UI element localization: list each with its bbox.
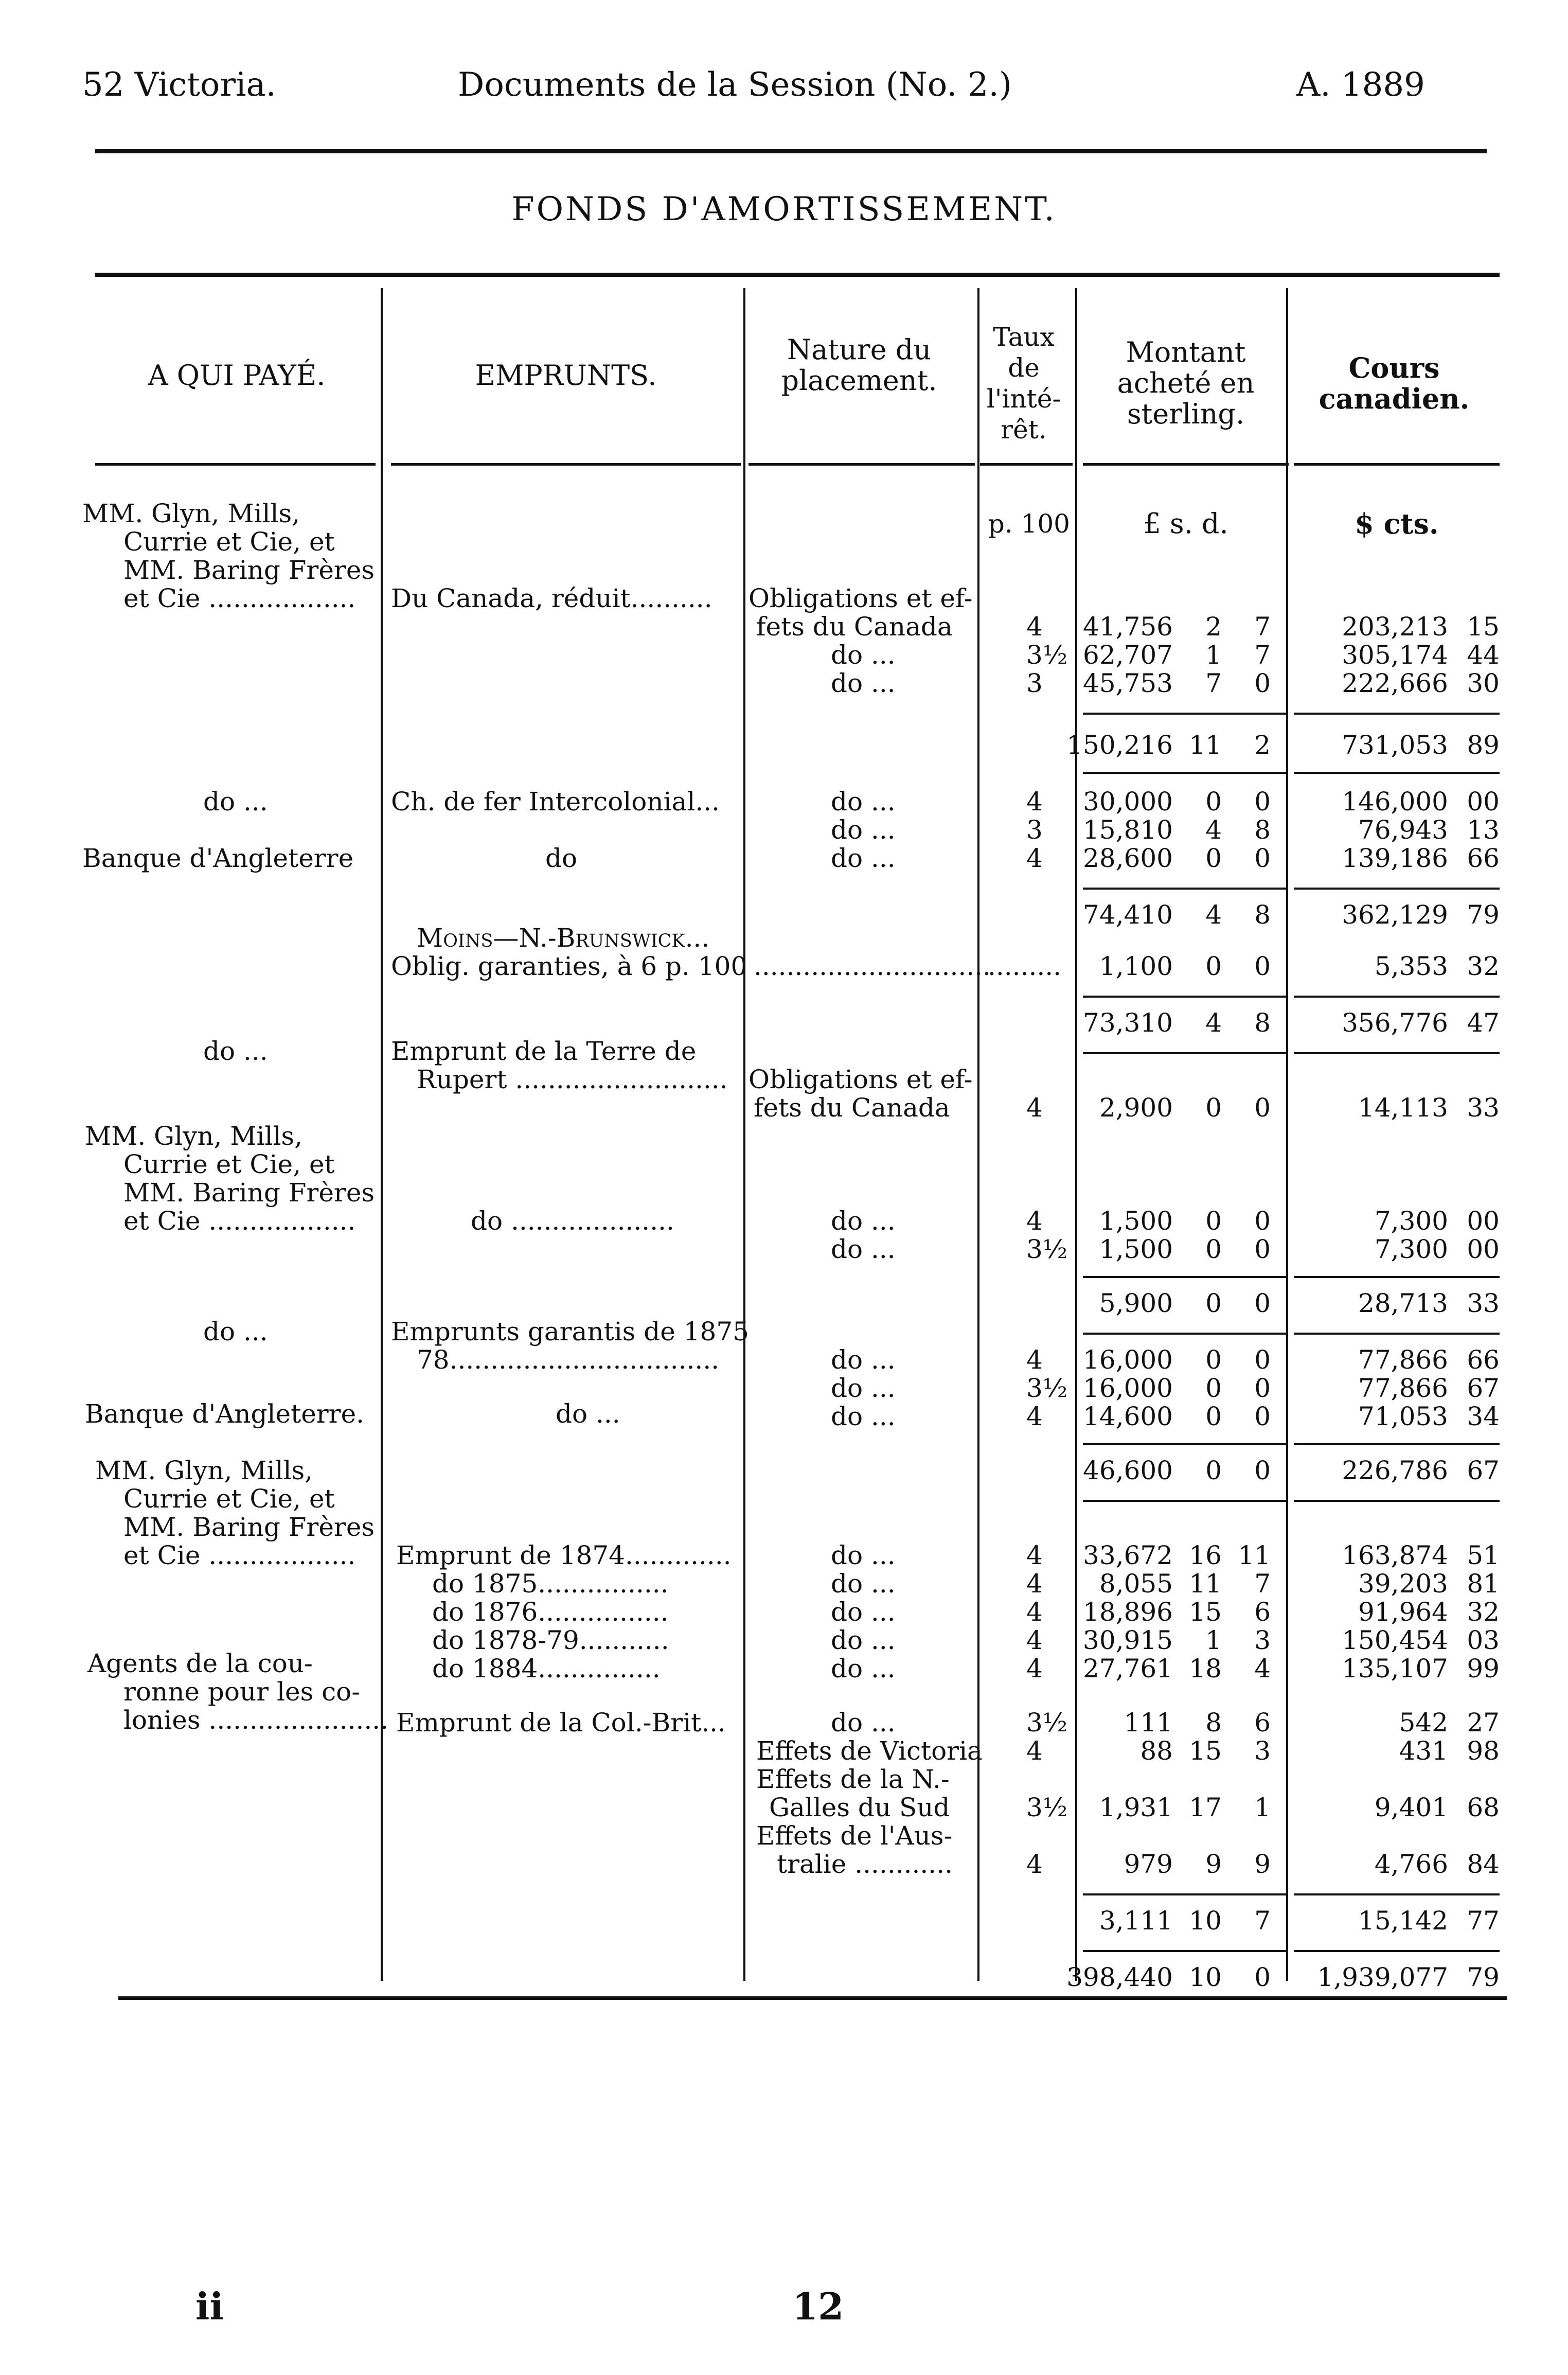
subtotal-rule-11b — [1294, 1950, 1500, 1952]
amount-total-pounds: 398,440 — [1066, 1962, 1173, 1992]
amount-a3-pounds: 45,753 — [1083, 668, 1173, 698]
emprunt-rupert-line1: Emprunt de la Terre de — [391, 1036, 697, 1066]
amount-f4-pounds: 979 — [1124, 1849, 1173, 1879]
amount-s3-shillings: 4 — [1205, 1008, 1222, 1038]
subtotal-rule-3b — [1294, 888, 1500, 890]
emprunt-1884: do 1884............... — [432, 1654, 661, 1683]
amount-a1-dollars: 203,213 — [1342, 612, 1448, 642]
paye-banque-2: Banque d'Angleterre. — [85, 1399, 365, 1429]
nature-do-b2: do ... — [831, 815, 896, 845]
amount-s5-pence: 0 — [1254, 1456, 1271, 1485]
amount-a2-cents: 44 — [1467, 640, 1500, 670]
nature-nsw-line1: Effets de la N.- — [756, 1764, 950, 1794]
amount-b2-pounds: 15,810 — [1083, 815, 1173, 845]
amount-a1-cents: 15 — [1467, 612, 1500, 642]
amount-s4-cents: 33 — [1467, 1288, 1500, 1318]
paye-glyn2-line4: et Cie .................. — [123, 1206, 356, 1236]
taux-b3: 4 — [1026, 843, 1043, 873]
amount-d2-cents: 67 — [1467, 1373, 1500, 1403]
amount-f3-cents: 68 — [1467, 1793, 1500, 1822]
nature-aus-line1: Effets de l'Aus- — [756, 1821, 953, 1851]
amount-s3-dollars: 356,776 — [1342, 1008, 1448, 1038]
amount-s4-pence: 0 — [1254, 1288, 1271, 1318]
header-rule-col2 — [391, 463, 741, 466]
subtotal-rule-4 — [1083, 996, 1286, 998]
amount-c2-pence: 0 — [1254, 1206, 1271, 1236]
amount-d2-pence: 0 — [1254, 1373, 1271, 1403]
amount-s1-pence: 2 — [1254, 730, 1271, 760]
unit-taux: p. 100 — [988, 509, 1070, 539]
amount-b1-dollars: 146,000 — [1342, 787, 1448, 817]
amount-e2-pence: 7 — [1254, 1569, 1271, 1599]
amount-s5-shillings: 0 — [1205, 1456, 1222, 1485]
amount-e2-cents: 81 — [1467, 1569, 1500, 1599]
amount-b1-cents: 00 — [1467, 787, 1500, 817]
amount-a3-dollars: 222,666 — [1342, 668, 1448, 698]
taux-d1: 4 — [1026, 1345, 1043, 1375]
amount-total-shillings: 10 — [1189, 1962, 1222, 1992]
nature-do-d2: do ... — [831, 1373, 896, 1403]
amount-b3-cents: 66 — [1467, 843, 1500, 873]
amount-s4-shillings: 0 — [1205, 1288, 1222, 1318]
amount-s5-cents: 67 — [1467, 1456, 1500, 1485]
col-header-paye: A QUI PAYÉ. — [148, 359, 326, 392]
vrule-5 — [1286, 288, 1288, 1981]
amount-b2-dollars: 76,943 — [1358, 815, 1448, 845]
amount-f3-dollars: 9,401 — [1374, 1793, 1448, 1822]
paye-do-2: do ... — [203, 1036, 268, 1066]
paye-glyn3-line1: MM. Glyn, Mills, — [95, 1456, 313, 1485]
header-rule-col5 — [1083, 463, 1289, 466]
amount-s1-pounds: 150,216 — [1066, 730, 1173, 760]
amount-total-dollars: 1,939,077 — [1317, 1962, 1448, 1992]
taux-a2: 3½ — [1026, 640, 1068, 670]
col-header-montant: Montant acheté en sterling. — [1117, 336, 1255, 430]
taux-c1: 4 — [1026, 1093, 1043, 1123]
amount-m1-cents: 32 — [1467, 951, 1500, 981]
amount-c1-pounds: 2,900 — [1099, 1093, 1173, 1123]
amount-a2-dollars: 305,174 — [1342, 640, 1448, 670]
nature-do-e1: do ... — [831, 1540, 896, 1570]
paye-glyn3-line4: et Cie .................. — [123, 1540, 356, 1570]
nature-oblig2-line1: Obligations et ef- — [749, 1065, 973, 1094]
amount-f2-shillings: 15 — [1189, 1736, 1222, 1766]
subtotal-rule-8b — [1294, 1443, 1500, 1445]
amount-s6-dollars: 15,142 — [1358, 1906, 1448, 1936]
taux-f2: 4 — [1026, 1736, 1043, 1766]
amount-f3-pence: 1 — [1254, 1793, 1271, 1822]
amount-b3-shillings: 0 — [1205, 843, 1222, 873]
emprunt-rupert-line2: Rupert .......................... — [417, 1065, 728, 1094]
amount-d2-dollars: 77,866 — [1358, 1373, 1448, 1403]
nature-dots-m1: ............................. — [754, 951, 991, 981]
subtotal-rule-1 — [1083, 713, 1286, 715]
amount-c2-cents: 00 — [1467, 1206, 1500, 1236]
nature-do-b3: do ... — [831, 843, 896, 873]
taux-e4: 4 — [1026, 1625, 1043, 1655]
emprunt-do-1: do — [545, 843, 578, 873]
unit-cours: $ cts. — [1355, 507, 1439, 540]
header-session-year: 52 Victoria. — [82, 66, 276, 104]
amount-c1-dollars: 14,113 — [1358, 1093, 1448, 1123]
paye-agents-line1: Agents de la cou- — [87, 1649, 313, 1678]
amount-c1-pence: 0 — [1254, 1093, 1271, 1123]
nature-do-e5: do ... — [831, 1654, 896, 1683]
amount-f4-cents: 84 — [1467, 1849, 1500, 1879]
subtotal-rule-1b — [1294, 713, 1500, 715]
amount-f2-pence: 3 — [1254, 1736, 1271, 1766]
emprunt-intercolonial: Ch. de fer Intercolonial... — [391, 787, 720, 817]
amount-s1-cents: 89 — [1467, 730, 1500, 760]
header-rule-col4 — [980, 463, 1073, 466]
nature-do-d1: do ... — [831, 1345, 896, 1375]
amount-s6-pence: 7 — [1254, 1906, 1271, 1936]
amount-e3-pence: 6 — [1254, 1597, 1271, 1627]
nature-do-b1: do ... — [831, 787, 896, 817]
amount-b1-pence: 0 — [1254, 787, 1271, 817]
nature-aus-line2: tralie ............ — [777, 1849, 953, 1879]
amount-e5-pence: 4 — [1254, 1654, 1271, 1683]
amount-d3-dollars: 71,053 — [1358, 1402, 1448, 1431]
subtotal-rule-10b — [1294, 1893, 1500, 1895]
amount-s3-pounds: 73,310 — [1083, 1008, 1173, 1038]
amount-e1-pounds: 33,672 — [1083, 1540, 1173, 1570]
amount-s4-pounds: 5,900 — [1099, 1288, 1173, 1318]
amount-c3-dollars: 7,300 — [1374, 1234, 1448, 1264]
paye-glyn-line3: MM. Baring Frères — [123, 555, 375, 585]
amount-e2-shillings: 11 — [1189, 1569, 1222, 1599]
nature-oblig-line2: fets du Canada — [756, 612, 953, 642]
amount-e3-dollars: 91,964 — [1358, 1597, 1448, 1627]
emprunt-canada: Du Canada, réduit.......... — [391, 583, 712, 613]
amount-e3-shillings: 15 — [1189, 1597, 1222, 1627]
amount-b3-pence: 0 — [1254, 843, 1271, 873]
amount-f1-shillings: 8 — [1205, 1708, 1222, 1738]
nature-do-e3: do ... — [831, 1597, 896, 1627]
emprunt-garantis-line2: 78................................. — [417, 1345, 720, 1375]
amount-f3-shillings: 17 — [1189, 1793, 1222, 1822]
amount-d3-pence: 0 — [1254, 1402, 1271, 1431]
amount-e1-dollars: 163,874 — [1342, 1540, 1448, 1570]
amount-f2-cents: 98 — [1467, 1736, 1500, 1766]
taux-e1: 4 — [1026, 1540, 1043, 1570]
amount-a3-pence: 0 — [1254, 668, 1271, 698]
paye-glyn-line2: Currie et Cie, et — [123, 527, 335, 557]
amount-e5-dollars: 135,107 — [1342, 1654, 1448, 1683]
nature-do-c3: do ... — [831, 1234, 896, 1264]
col-header-taux: Taux de l'inté- rêt. — [986, 322, 1061, 445]
amount-e2-dollars: 39,203 — [1358, 1569, 1448, 1599]
nature-do-c2: do ... — [831, 1206, 896, 1236]
paye-glyn2-line1: MM. Glyn, Mills, — [85, 1121, 303, 1151]
amount-e1-pence: 11 — [1238, 1540, 1271, 1570]
page-title: FONDS D'AMORTISSEMENT. — [511, 190, 1057, 228]
nature-do-e4: do ... — [831, 1625, 896, 1655]
subtotal-rule-8 — [1083, 1443, 1286, 1445]
nature-do-a2: do ... — [831, 640, 896, 670]
subtotal-rule-6 — [1083, 1276, 1286, 1278]
amount-c3-pence: 0 — [1254, 1234, 1271, 1264]
amount-d1-cents: 66 — [1467, 1345, 1500, 1375]
table-top-rule — [95, 273, 1500, 277]
amount-s4-dollars: 28,713 — [1358, 1288, 1448, 1318]
taux-e2: 4 — [1026, 1569, 1043, 1599]
amount-c3-cents: 00 — [1467, 1234, 1500, 1264]
subtotal-rule-10 — [1083, 1893, 1286, 1895]
vrule-2 — [743, 288, 745, 1981]
paye-agents-line2: ronne pour les co- — [123, 1677, 361, 1707]
subtotal-rule-3 — [1083, 888, 1286, 890]
emprunt-1878: do 1878-79........... — [432, 1625, 669, 1655]
amount-s6-cents: 77 — [1467, 1906, 1500, 1936]
nature-do-f1: do ... — [831, 1708, 896, 1738]
amount-d3-cents: 34 — [1467, 1402, 1500, 1431]
emprunt-garantis-line1: Emprunts garantis de 1875 — [391, 1317, 749, 1346]
amount-b2-pence: 8 — [1254, 815, 1271, 845]
emprunt-do-2: do .................... — [471, 1206, 674, 1236]
taux-d3: 4 — [1026, 1402, 1043, 1431]
amount-e5-cents: 99 — [1467, 1654, 1500, 1683]
header-rule-col3 — [749, 463, 975, 466]
taux-a3: 3 — [1026, 668, 1043, 698]
amount-f1-cents: 27 — [1467, 1708, 1500, 1738]
col-header-emprunts: EMPRUNTS. — [475, 359, 657, 392]
emprunt-1876: do 1876................ — [432, 1597, 669, 1627]
nature-do-a3: do ... — [831, 668, 896, 698]
amount-e2-pounds: 8,055 — [1099, 1569, 1173, 1599]
paye-glyn3-line3: MM. Baring Frères — [123, 1512, 375, 1542]
emprunt-oblig-garanties: Oblig. garanties, à 6 p. 100 — [391, 951, 747, 981]
amount-c2-pounds: 1,500 — [1099, 1206, 1173, 1236]
amount-f4-dollars: 4,766 — [1374, 1849, 1448, 1879]
amount-b2-shillings: 4 — [1205, 815, 1222, 845]
col-header-nature: Nature du placement. — [781, 333, 937, 397]
amount-m1-dollars: 5,353 — [1374, 951, 1448, 981]
taux-dots-m1: ......... — [988, 951, 1062, 981]
footer-roman-page: ii — [195, 2284, 224, 2328]
taux-f3: 3½ — [1026, 1793, 1068, 1822]
amount-c1-shillings: 0 — [1205, 1093, 1222, 1123]
amount-a1-shillings: 2 — [1205, 612, 1222, 642]
subtotal-rule-5 — [1083, 1052, 1286, 1054]
table-bottom-rule — [118, 1996, 1507, 2000]
subtotal-rule-9b — [1294, 1500, 1500, 1502]
vrule-3 — [977, 288, 979, 1981]
emprunt-1875: do 1875................ — [432, 1569, 669, 1599]
amount-d1-shillings: 0 — [1205, 1345, 1222, 1375]
amount-b1-shillings: 0 — [1205, 787, 1222, 817]
emprunt-moins: Moins—N.-Brunswick... — [417, 923, 710, 953]
amount-a3-shillings: 7 — [1205, 668, 1222, 698]
header-rule-col6 — [1294, 463, 1500, 466]
paye-do-1: do ... — [203, 787, 268, 817]
emprunt-do-3: do ... — [556, 1399, 620, 1429]
amount-e3-pounds: 18,896 — [1083, 1597, 1173, 1627]
amount-e4-shillings: 1 — [1205, 1625, 1222, 1655]
taux-f4: 4 — [1026, 1849, 1043, 1879]
header-document-title: Documents de la Session (No. 2.) — [458, 66, 1012, 104]
amount-f1-dollars: 542 — [1399, 1708, 1448, 1738]
amount-total-pence: 0 — [1254, 1962, 1271, 1992]
taux-e5: 4 — [1026, 1654, 1043, 1683]
paye-glyn-line1: MM. Glyn, Mills, — [82, 499, 300, 528]
subtotal-rule-7 — [1083, 1333, 1286, 1335]
taux-d2: 3½ — [1026, 1373, 1068, 1403]
paye-glyn-line4: et Cie .................. — [123, 583, 356, 613]
amount-d2-shillings: 0 — [1205, 1373, 1222, 1403]
amount-s2-shillings: 4 — [1205, 900, 1222, 930]
nature-do-d3: do ... — [831, 1402, 896, 1431]
amount-s3-pence: 8 — [1254, 1008, 1271, 1038]
amount-s1-shillings: 11 — [1189, 730, 1222, 760]
amount-e5-shillings: 18 — [1189, 1654, 1222, 1683]
paye-glyn3-line2: Currie et Cie, et — [123, 1484, 335, 1514]
amount-e4-dollars: 150,454 — [1342, 1625, 1448, 1655]
subtotal-rule-6b — [1294, 1276, 1500, 1278]
amount-b3-pounds: 28,600 — [1083, 843, 1173, 873]
amount-c2-shillings: 0 — [1205, 1206, 1222, 1236]
emprunt-1874: Emprunt de 1874............. — [396, 1540, 732, 1570]
nature-oblig-line1: Obligations et ef- — [749, 583, 973, 613]
amount-b1-pounds: 30,000 — [1083, 787, 1173, 817]
amount-a2-shillings: 1 — [1205, 640, 1222, 670]
amount-f1-pounds: 111 — [1124, 1708, 1173, 1738]
amount-s2-pence: 8 — [1254, 900, 1271, 930]
amount-s5-pounds: 46,600 — [1083, 1456, 1173, 1485]
amount-c3-shillings: 0 — [1205, 1234, 1222, 1264]
paye-agents-line3: lonies ...................... — [123, 1705, 389, 1735]
taux-b1: 4 — [1026, 787, 1043, 817]
paye-glyn2-line2: Currie et Cie, et — [123, 1149, 335, 1179]
emprunt-colbrit: Emprunt de la Col.-Brit... — [396, 1708, 726, 1738]
nature-oblig2-line2: fets du Canada — [754, 1093, 950, 1123]
amount-a1-pounds: 41,756 — [1083, 612, 1173, 642]
amount-f1-pence: 6 — [1254, 1708, 1271, 1738]
header-rule — [95, 149, 1487, 153]
amount-e1-shillings: 16 — [1189, 1540, 1222, 1570]
amount-s6-pounds: 3,111 — [1099, 1906, 1173, 1936]
footer-page-number: 12 — [792, 2284, 844, 2328]
amount-e1-cents: 51 — [1467, 1540, 1500, 1570]
amount-s3-cents: 47 — [1467, 1008, 1500, 1038]
amount-a1-pence: 7 — [1254, 612, 1271, 642]
subtotal-rule-5b — [1294, 1052, 1500, 1054]
subtotal-rule-7b — [1294, 1333, 1500, 1335]
amount-s2-cents: 79 — [1467, 900, 1500, 930]
subtotal-rule-4b — [1294, 996, 1500, 998]
amount-c2-dollars: 7,300 — [1374, 1206, 1448, 1236]
amount-b2-cents: 13 — [1467, 815, 1500, 845]
amount-e4-pence: 3 — [1254, 1625, 1271, 1655]
amount-e4-cents: 03 — [1467, 1625, 1500, 1655]
amount-d1-dollars: 77,866 — [1358, 1345, 1448, 1375]
amount-f2-pounds: 88 — [1140, 1736, 1173, 1766]
amount-e4-pounds: 30,915 — [1083, 1625, 1173, 1655]
amount-s6-shillings: 10 — [1189, 1906, 1222, 1936]
subtotal-rule-9 — [1083, 1500, 1286, 1502]
taux-e3: 4 — [1026, 1597, 1043, 1627]
subtotal-rule-2b — [1294, 772, 1500, 774]
amount-f3-pounds: 1,931 — [1099, 1793, 1173, 1822]
amount-a2-pounds: 62,707 — [1083, 640, 1173, 670]
amount-s5-dollars: 226,786 — [1342, 1456, 1448, 1485]
amount-c1-cents: 33 — [1467, 1093, 1500, 1123]
taux-c2: 4 — [1026, 1206, 1043, 1236]
amount-d1-pence: 0 — [1254, 1345, 1271, 1375]
paye-do-3: do ... — [203, 1317, 268, 1346]
amount-f2-dollars: 431 — [1399, 1736, 1448, 1766]
amount-a3-cents: 30 — [1467, 668, 1500, 698]
nature-do-e2: do ... — [831, 1569, 896, 1599]
taux-f1: 3½ — [1026, 1708, 1068, 1738]
amount-a2-pence: 7 — [1254, 640, 1271, 670]
taux-a1: 4 — [1026, 612, 1043, 642]
paye-glyn2-line3: MM. Baring Frères — [123, 1178, 375, 1208]
amount-s1-dollars: 731,053 — [1342, 730, 1448, 760]
amount-d1-pounds: 16,000 — [1083, 1345, 1173, 1375]
taux-b2: 3 — [1026, 815, 1043, 845]
amount-d2-pounds: 16,000 — [1083, 1373, 1173, 1403]
amount-m1-pounds: 1,100 — [1099, 951, 1173, 981]
amount-f4-shillings: 9 — [1205, 1849, 1222, 1879]
amount-f4-pence: 9 — [1254, 1849, 1271, 1879]
nature-effets-victoria: Effets de Victoria — [756, 1736, 983, 1766]
amount-m1-shillings: 0 — [1205, 951, 1222, 981]
amount-total-cents: 79 — [1467, 1962, 1500, 1992]
subtotal-rule-2 — [1083, 772, 1286, 774]
amount-d3-shillings: 0 — [1205, 1402, 1222, 1431]
amount-m1-pence: 0 — [1254, 951, 1271, 981]
unit-montant: £ s. d. — [1143, 507, 1228, 540]
paye-banque-1: Banque d'Angleterre — [82, 843, 354, 873]
amount-s2-dollars: 362,129 — [1342, 900, 1448, 930]
amount-e3-cents: 32 — [1467, 1597, 1500, 1627]
header-year: A. 1889 — [1296, 66, 1425, 104]
amount-b3-dollars: 139,186 — [1342, 843, 1448, 873]
amount-c3-pounds: 1,500 — [1099, 1234, 1173, 1264]
subtotal-rule-11 — [1083, 1950, 1286, 1952]
nature-nsw-line2: Galles du Sud — [769, 1793, 950, 1822]
taux-c3: 3½ — [1026, 1234, 1068, 1264]
amount-s2-pounds: 74,410 — [1083, 900, 1173, 930]
header-rule-col1 — [95, 463, 376, 466]
amount-e5-pounds: 27,761 — [1083, 1654, 1173, 1683]
col-header-cours: Cours canadien. — [1318, 351, 1470, 415]
amount-d3-pounds: 14,600 — [1083, 1402, 1173, 1431]
